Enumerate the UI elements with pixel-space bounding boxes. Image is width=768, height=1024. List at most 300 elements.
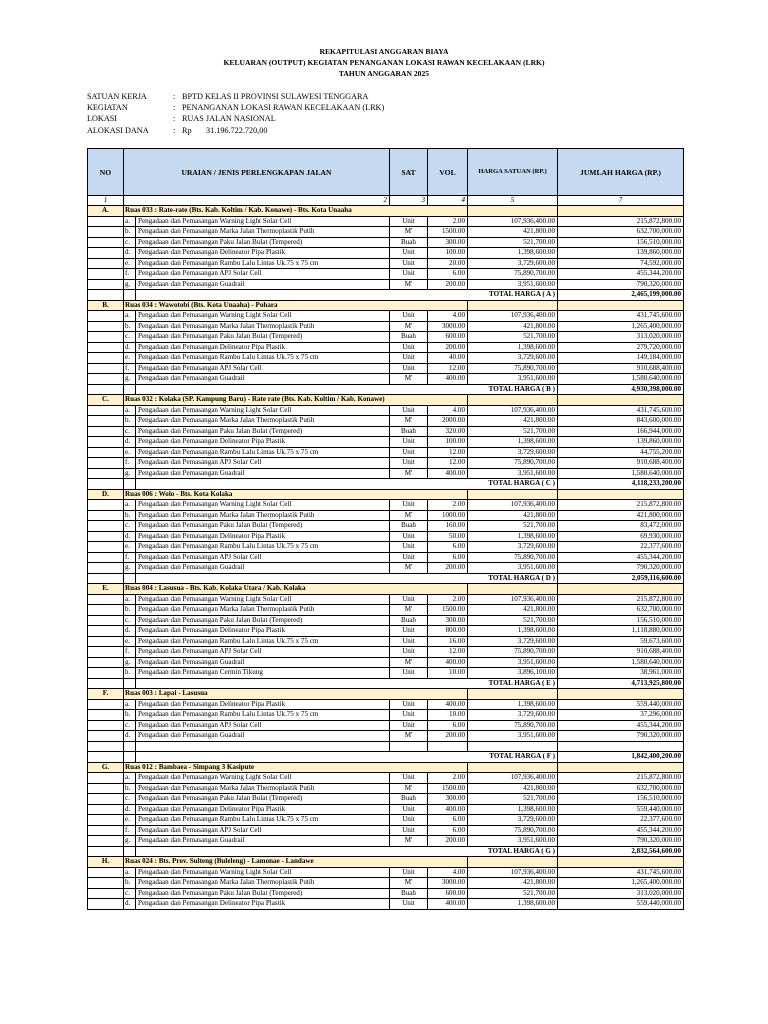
table-row bbox=[88, 510, 684, 521]
section-total-label: TOTAL HARGA ( D ) bbox=[136, 573, 558, 584]
item-description: Pengadaan dan Pemasangan Paku Jalan Bulat (Tempered) bbox=[136, 888, 390, 899]
table-row bbox=[88, 363, 684, 374]
empty-cell bbox=[88, 899, 124, 910]
item-volume: 12.00 bbox=[428, 363, 468, 374]
empty-cell bbox=[88, 405, 124, 416]
item-unit-price: 521,700.00 bbox=[468, 888, 558, 899]
item-unit-price: 1,398,600.00 bbox=[468, 626, 558, 637]
item-description: Pengadaan dan Pemasangan APJ Solar Cell bbox=[136, 552, 390, 563]
item-description: Pengadaan dan Pemasangan Warning Light Solar Cell bbox=[136, 594, 390, 605]
empty-cell bbox=[124, 846, 136, 857]
section-total-value: 4,118,233,200.00 bbox=[558, 479, 684, 490]
item-total-price: 156,510,000.00 bbox=[558, 615, 684, 626]
item-volume: 12.00 bbox=[428, 458, 468, 469]
item-letter bbox=[124, 741, 136, 752]
section-total-value: 2,832,564,600.00 bbox=[558, 846, 684, 857]
empty-cell bbox=[88, 426, 124, 437]
item-description: Pengadaan dan Pemasangan Marka Jalan Thermoplastik Putih bbox=[136, 321, 390, 332]
empty-cell bbox=[88, 542, 124, 553]
column-number-row bbox=[88, 196, 684, 206]
item-description: Pengadaan dan Pemasangan Rambu Lalu Lintas Uk.75 x 75 cm bbox=[136, 710, 390, 721]
table-row bbox=[88, 321, 684, 332]
empty-cell bbox=[88, 846, 124, 857]
empty-cell bbox=[88, 699, 124, 710]
empty-cell bbox=[88, 237, 124, 248]
item-volume: 12.00 bbox=[428, 447, 468, 458]
item-unit-price: 3,729,600.00 bbox=[468, 815, 558, 826]
item-total-price: 632,700,000.00 bbox=[558, 605, 684, 616]
item-unit-price: 75,890,700.00 bbox=[468, 552, 558, 563]
section-total-row bbox=[88, 573, 684, 584]
section-total-row bbox=[88, 479, 684, 490]
col-header-sat: SAT bbox=[390, 149, 428, 196]
section-header-row bbox=[88, 689, 684, 700]
table-row bbox=[88, 542, 684, 553]
empty-cell bbox=[88, 636, 124, 647]
item-total-price: 1,580,640,000.00 bbox=[558, 657, 684, 668]
item-letter: g. bbox=[124, 468, 136, 479]
empty-cell bbox=[88, 752, 124, 763]
item-unit-price: 3,729,600.00 bbox=[468, 353, 558, 364]
empty-cell bbox=[88, 531, 124, 542]
item-total-price: 215,872,800.00 bbox=[558, 500, 684, 511]
empty-cell bbox=[468, 762, 558, 773]
item-unit: Unit bbox=[390, 699, 428, 710]
item-volume: 50.00 bbox=[428, 531, 468, 542]
empty-cell bbox=[88, 332, 124, 343]
item-total-price: 149,184,000.00 bbox=[558, 353, 684, 364]
section-header-row bbox=[88, 857, 684, 868]
table-row bbox=[88, 468, 684, 479]
empty-cell bbox=[88, 594, 124, 605]
item-unit-price: 421,800.00 bbox=[468, 605, 558, 616]
item-unit: Unit bbox=[390, 342, 428, 353]
empty-cell bbox=[88, 279, 124, 290]
item-volume: 400.00 bbox=[428, 699, 468, 710]
empty-cell bbox=[88, 447, 124, 458]
item-unit: M' bbox=[390, 563, 428, 574]
item-volume: 300.00 bbox=[428, 794, 468, 805]
item-description: Pengadaan dan Pemasangan Rambu Lalu Lintas Uk.75 x 75 cm bbox=[136, 447, 390, 458]
item-volume: 200.00 bbox=[428, 279, 468, 290]
item-volume: 4.00 bbox=[428, 405, 468, 416]
table-row bbox=[88, 458, 684, 469]
empty-cell bbox=[88, 626, 124, 637]
item-volume: 6.00 bbox=[428, 720, 468, 731]
item-unit-price: 3,951,600.00 bbox=[468, 374, 558, 385]
item-unit: Unit bbox=[390, 269, 428, 280]
section-number: G. bbox=[88, 762, 124, 773]
section-header-row bbox=[88, 762, 684, 773]
item-letter: a. bbox=[124, 311, 136, 322]
item-unit-price: 75,890,700.00 bbox=[468, 269, 558, 280]
colnum-cell: 2 bbox=[124, 196, 390, 206]
item-unit-price: 3,951,600.00 bbox=[468, 731, 558, 742]
table-row bbox=[88, 279, 684, 290]
empty-cell bbox=[88, 552, 124, 563]
table-row bbox=[88, 731, 684, 742]
item-letter: e. bbox=[124, 258, 136, 269]
item-letter: e. bbox=[124, 636, 136, 647]
item-volume: 10.00 bbox=[428, 668, 468, 679]
empty-cell bbox=[88, 888, 124, 899]
item-letter: a. bbox=[124, 405, 136, 416]
item-letter: d. bbox=[124, 804, 136, 815]
item-total-price: 83,472,000.00 bbox=[558, 521, 684, 532]
item-unit: Unit bbox=[390, 542, 428, 553]
item-volume: 1500.00 bbox=[428, 227, 468, 238]
item-description: Pengadaan dan Pemasangan Marka Jalan Thermoplastik Putih bbox=[136, 227, 390, 238]
item-description: Pengadaan dan Pemasangan Paku Jalan Bulat (Tempered) bbox=[136, 426, 390, 437]
item-unit: Unit bbox=[390, 647, 428, 658]
section-header-row bbox=[88, 489, 684, 500]
item-unit-price: 521,700.00 bbox=[468, 426, 558, 437]
item-unit-price: 3,951,600.00 bbox=[468, 657, 558, 668]
empty-cell bbox=[124, 752, 136, 763]
item-total-price: 790,320,000.00 bbox=[558, 563, 684, 574]
item-description: Pengadaan dan Pemasangan Guadrail bbox=[136, 468, 390, 479]
empty-cell bbox=[88, 521, 124, 532]
item-unit-price: 75,890,700.00 bbox=[468, 363, 558, 374]
item-letter: b. bbox=[124, 227, 136, 238]
item-total-price: 69,930,000.00 bbox=[558, 531, 684, 542]
item-description: Pengadaan dan Pemasangan Marka Jalan Thermoplastik Putih bbox=[136, 783, 390, 794]
item-description: Pengadaan dan Pemasangan Delineator Pipa Plastik bbox=[136, 899, 390, 910]
section-header-row bbox=[88, 300, 684, 311]
item-volume: 4.00 bbox=[428, 867, 468, 878]
item-letter: f. bbox=[124, 552, 136, 563]
item-unit: Unit bbox=[390, 258, 428, 269]
empty-cell bbox=[468, 857, 558, 868]
item-description: Pengadaan dan Pemasangan Rambu Lalu Lintas Uk.75 x 75 cm bbox=[136, 815, 390, 826]
empty-cell bbox=[88, 563, 124, 574]
item-volume: 200.00 bbox=[428, 836, 468, 847]
item-unit: M' bbox=[390, 878, 428, 889]
meta-colon: : bbox=[173, 92, 176, 101]
table-row bbox=[88, 437, 684, 448]
item-unit: Unit bbox=[390, 804, 428, 815]
table-row bbox=[88, 269, 684, 280]
item-total-price: 156,510,000.00 bbox=[558, 794, 684, 805]
item-total-price: 559,440,000.00 bbox=[558, 699, 684, 710]
item-letter: c. bbox=[124, 720, 136, 731]
empty-cell bbox=[88, 227, 124, 238]
section-header-row bbox=[88, 395, 684, 406]
item-total-price: 22,377,600.00 bbox=[558, 542, 684, 553]
table-header-row bbox=[88, 149, 684, 196]
item-unit-price: 521,700.00 bbox=[468, 237, 558, 248]
item-unit-price: 421,800.00 bbox=[468, 783, 558, 794]
section-number: C. bbox=[88, 395, 124, 406]
empty-cell bbox=[558, 857, 684, 868]
table-row bbox=[88, 248, 684, 259]
meta-value: PENANGANAN LOKASI RAWAN KECELAKAAN (LRK) bbox=[182, 103, 385, 113]
item-total-price: 910,688,400.00 bbox=[558, 363, 684, 374]
table-row bbox=[88, 836, 684, 847]
colnum-cell: 3 bbox=[390, 196, 428, 206]
empty-cell bbox=[88, 867, 124, 878]
item-description: Pengadaan dan Pemasangan Guadrail bbox=[136, 731, 390, 742]
item-total-price: 215,872,800.00 bbox=[558, 773, 684, 784]
item-unit: Unit bbox=[390, 248, 428, 259]
item-volume: 100.00 bbox=[428, 437, 468, 448]
table-row bbox=[88, 626, 684, 637]
item-letter: a. bbox=[124, 500, 136, 511]
item-total-price: 215,872,800.00 bbox=[558, 594, 684, 605]
colnum-cell: 1 bbox=[88, 196, 124, 206]
item-letter: d. bbox=[124, 899, 136, 910]
item-volume: 4.00 bbox=[428, 311, 468, 322]
item-total-price: 559,440,000.00 bbox=[558, 804, 684, 815]
item-letter: f. bbox=[124, 647, 136, 658]
item-unit: M' bbox=[390, 657, 428, 668]
meta-label: LOKASI bbox=[87, 114, 118, 124]
item-description: Pengadaan dan Pemasangan Guadrail bbox=[136, 563, 390, 574]
table-row bbox=[88, 353, 684, 364]
empty-cell bbox=[88, 710, 124, 721]
empty-cell bbox=[558, 762, 684, 773]
section-total-label: TOTAL HARGA ( F ) bbox=[136, 752, 558, 763]
item-unit-price: 1,398,600.00 bbox=[468, 804, 558, 815]
item-unit: Unit bbox=[390, 311, 428, 322]
item-total-price: 1,265,400,000.00 bbox=[558, 321, 684, 332]
item-letter: g. bbox=[124, 657, 136, 668]
item-unit-price: 3,951,600.00 bbox=[468, 563, 558, 574]
item-total-price: 139,860,000.00 bbox=[558, 437, 684, 448]
item-unit: Unit bbox=[390, 363, 428, 374]
item-letter: a. bbox=[124, 699, 136, 710]
item-volume: 200.00 bbox=[428, 563, 468, 574]
empty-cell bbox=[88, 269, 124, 280]
table-row bbox=[88, 405, 684, 416]
meta-label: ALOKASI DANA bbox=[87, 125, 149, 135]
item-unit-price bbox=[468, 741, 558, 752]
empty-cell bbox=[88, 720, 124, 731]
empty-cell bbox=[558, 489, 684, 500]
item-unit-price: 421,800.00 bbox=[468, 321, 558, 332]
table-row bbox=[88, 815, 684, 826]
empty-cell bbox=[88, 248, 124, 259]
item-letter: e. bbox=[124, 353, 136, 364]
item-unit: Unit bbox=[390, 773, 428, 784]
table-row bbox=[88, 720, 684, 731]
item-unit: Unit bbox=[390, 899, 428, 910]
item-volume: 300.00 bbox=[428, 615, 468, 626]
item-volume: 6.00 bbox=[428, 269, 468, 280]
item-letter: b. bbox=[124, 878, 136, 889]
item-unit-price: 1,398,600.00 bbox=[468, 342, 558, 353]
item-letter: c. bbox=[124, 426, 136, 437]
col-header-jumlah-harga: JUMLAH HARGA (RP.) bbox=[558, 149, 684, 196]
table-row bbox=[88, 500, 684, 511]
budget-table bbox=[87, 148, 684, 910]
table-row bbox=[88, 878, 684, 889]
item-description: Pengadaan dan Pemasangan Warning Light Solar Cell bbox=[136, 311, 390, 322]
item-unit-price: 1,398,600.00 bbox=[468, 699, 558, 710]
item-description: Pengadaan dan Pemasangan Marka Jalan Thermoplastik Putih bbox=[136, 878, 390, 889]
item-description: Pengadaan dan Pemasangan Marka Jalan Thermoplastik Putih bbox=[136, 416, 390, 427]
item-volume: 1500.00 bbox=[428, 605, 468, 616]
item-total-price: 910,688,400.00 bbox=[558, 647, 684, 658]
item-unit-price: 3,951,600.00 bbox=[468, 279, 558, 290]
item-description: Pengadaan dan Pemasangan Warning Light Solar Cell bbox=[136, 500, 390, 511]
empty-cell bbox=[468, 395, 558, 406]
item-unit bbox=[390, 741, 428, 752]
item-letter: g. bbox=[124, 563, 136, 574]
item-letter: d. bbox=[124, 248, 136, 259]
table-row bbox=[88, 615, 684, 626]
meta-colon: : bbox=[173, 125, 176, 135]
item-total-price: 790,320,000.00 bbox=[558, 836, 684, 847]
item-total-price: 279,720,000.00 bbox=[558, 342, 684, 353]
item-unit: M' bbox=[390, 510, 428, 521]
table-row bbox=[88, 636, 684, 647]
empty-cell bbox=[558, 300, 684, 311]
meta-alokasi bbox=[87, 125, 384, 136]
item-total-price: 455,344,200.00 bbox=[558, 720, 684, 731]
empty-cell bbox=[88, 836, 124, 847]
table-row bbox=[88, 867, 684, 878]
empty-cell bbox=[88, 458, 124, 469]
item-volume: 2.00 bbox=[428, 500, 468, 511]
item-unit-price: 107,936,400.00 bbox=[468, 867, 558, 878]
colnum-cell: 7 bbox=[558, 196, 684, 206]
table-row bbox=[88, 563, 684, 574]
meta-colon: : bbox=[173, 103, 176, 113]
item-unit: M' bbox=[390, 279, 428, 290]
item-unit-price: 107,936,400.00 bbox=[468, 216, 558, 227]
item-unit: M' bbox=[390, 605, 428, 616]
item-letter: d. bbox=[124, 531, 136, 542]
item-unit: Buah bbox=[390, 332, 428, 343]
table-row bbox=[88, 237, 684, 248]
empty-cell bbox=[88, 384, 124, 395]
item-volume: 2.00 bbox=[428, 773, 468, 784]
item-unit-price: 107,936,400.00 bbox=[468, 405, 558, 416]
item-total-price: 632,700,000.00 bbox=[558, 783, 684, 794]
table-row bbox=[88, 668, 684, 679]
item-description: Pengadaan dan Pemasangan Paku Jalan Bulat (Tempered) bbox=[136, 615, 390, 626]
item-description: Pengadaan dan Pemasangan Rambu Lalu Lintas Uk.75 x 75 cm bbox=[136, 353, 390, 364]
item-unit-price: 421,800.00 bbox=[468, 878, 558, 889]
item-total-price: 74,592,000.00 bbox=[558, 258, 684, 269]
item-unit-price: 3,951,600.00 bbox=[468, 836, 558, 847]
col-header-uraian: URAIAN / JENIS PERLENGKAPAN JALAN bbox=[124, 149, 390, 196]
item-letter: g. bbox=[124, 374, 136, 385]
title-line-3: TAHUN ANGGARAN 2025 bbox=[338, 69, 430, 78]
item-unit: Unit bbox=[390, 626, 428, 637]
item-unit: Unit bbox=[390, 825, 428, 836]
item-letter: e. bbox=[124, 542, 136, 553]
table-row bbox=[88, 657, 684, 668]
item-letter: f. bbox=[124, 458, 136, 469]
item-volume: 400.00 bbox=[428, 899, 468, 910]
item-total-price: 44,755,200.00 bbox=[558, 447, 684, 458]
section-number: H. bbox=[88, 857, 124, 868]
section-number: A. bbox=[88, 206, 124, 217]
item-letter: f. bbox=[124, 269, 136, 280]
item-description: Pengadaan dan Pemasangan Rambu Lalu Lintas Uk.75 x 75 cm bbox=[136, 636, 390, 647]
empty-cell bbox=[558, 584, 684, 595]
empty-cell bbox=[468, 489, 558, 500]
empty-cell bbox=[88, 605, 124, 616]
item-description: Pengadaan dan Pemasangan Paku Jalan Bulat (Tempered) bbox=[136, 332, 390, 343]
empty-cell bbox=[88, 678, 124, 689]
section-total-value: 4,713,925,800.00 bbox=[558, 678, 684, 689]
empty-cell bbox=[88, 615, 124, 626]
section-title: Ruas 034 : Wawotobi (Bts. Kota Unaaha) - Pohara bbox=[124, 300, 468, 311]
item-description: Pengadaan dan Pemasangan Marka Jalan Thermoplastik Putih bbox=[136, 605, 390, 616]
document-title-block bbox=[0, 46, 768, 79]
section-title: Ruas 006 : Wolo - Bts. Kota Kolaka bbox=[124, 489, 468, 500]
section-number: B. bbox=[88, 300, 124, 311]
table-row bbox=[88, 605, 684, 616]
table-row bbox=[88, 216, 684, 227]
item-unit-price: 3,729,600.00 bbox=[468, 258, 558, 269]
item-unit-price: 521,700.00 bbox=[468, 794, 558, 805]
table-row bbox=[88, 227, 684, 238]
item-unit: Unit bbox=[390, 815, 428, 826]
item-volume: 1500.00 bbox=[428, 783, 468, 794]
item-unit: Unit bbox=[390, 437, 428, 448]
empty-cell bbox=[88, 363, 124, 374]
item-total-price: 843,600,000.00 bbox=[558, 416, 684, 427]
empty-cell bbox=[88, 783, 124, 794]
item-description: Pengadaan dan Pemasangan APJ Solar Cell bbox=[136, 647, 390, 658]
item-volume: 400.00 bbox=[428, 804, 468, 815]
item-unit-price: 75,890,700.00 bbox=[468, 647, 558, 658]
item-letter: a. bbox=[124, 773, 136, 784]
meta-label: SATUAN KERJA bbox=[87, 92, 147, 101]
item-description: Pengadaan dan Pemasangan APJ Solar Cell bbox=[136, 269, 390, 280]
item-description: Pengadaan dan Pemasangan Guadrail bbox=[136, 279, 390, 290]
item-letter: d. bbox=[124, 342, 136, 353]
empty-cell bbox=[88, 216, 124, 227]
empty-cell bbox=[124, 678, 136, 689]
section-number: E. bbox=[88, 584, 124, 595]
item-letter: a. bbox=[124, 216, 136, 227]
colnum-cell: 4 bbox=[428, 196, 468, 206]
item-unit-price: 421,800.00 bbox=[468, 227, 558, 238]
section-title: Ruas 012 : Bambaea - Simpang 3 Kasipute bbox=[124, 762, 468, 773]
section-total-row bbox=[88, 384, 684, 395]
empty-cell bbox=[124, 290, 136, 301]
item-unit: Unit bbox=[390, 594, 428, 605]
meta-value: BPTD KELAS II PROVINSI SULAWESI TENGGARA bbox=[182, 92, 369, 101]
empty-cell bbox=[88, 353, 124, 364]
item-unit: Unit bbox=[390, 447, 428, 458]
item-description: Pengadaan dan Pemasangan Paku Jalan Bulat (Tempered) bbox=[136, 237, 390, 248]
col-header-no: NO bbox=[88, 149, 124, 196]
item-total-price: 431,745,600.00 bbox=[558, 405, 684, 416]
item-unit: Unit bbox=[390, 458, 428, 469]
item-unit: Unit bbox=[390, 720, 428, 731]
item-description: Pengadaan dan Pemasangan Delineator Pipa Plastik bbox=[136, 342, 390, 353]
item-description: Pengadaan dan Pemasangan Guadrail bbox=[136, 657, 390, 668]
item-volume: 2.00 bbox=[428, 594, 468, 605]
item-description bbox=[136, 741, 390, 752]
table-row bbox=[88, 699, 684, 710]
item-unit-price: 75,890,700.00 bbox=[468, 825, 558, 836]
meta-value: 31.196.722.720,00 bbox=[206, 125, 268, 135]
empty-cell bbox=[88, 741, 124, 752]
item-letter: c. bbox=[124, 332, 136, 343]
item-total-price: 313,020,000.00 bbox=[558, 888, 684, 899]
item-total-price: 431,745,600.00 bbox=[558, 311, 684, 322]
item-total-price: 22,377,600.00 bbox=[558, 815, 684, 826]
empty-cell bbox=[558, 206, 684, 217]
item-unit: Buah bbox=[390, 615, 428, 626]
